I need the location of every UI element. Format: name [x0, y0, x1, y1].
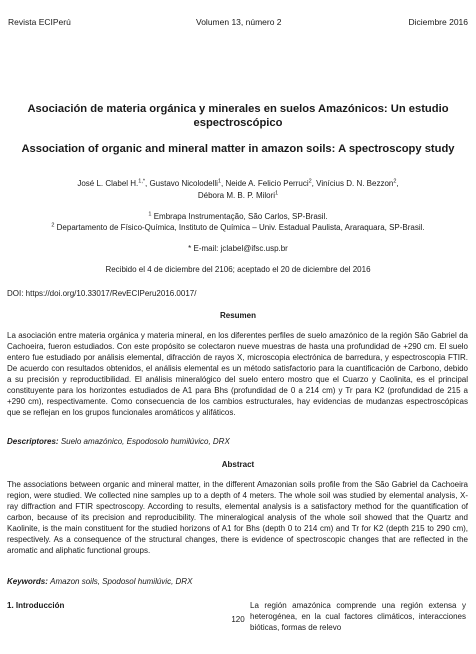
author-list: José L. Clabel H.$^{1,*}$, Gustavo Nicolodelli$^1$, Neide A. Felicio Perruci$^2$, Vinícius D. N. Bezzon$^2$, Débora M. B. P. Milori$^1$: [77, 178, 399, 200]
doi-link[interactable]: DOI: https://doi.org/10.33017/RevECIPeru2016.0017/: [7, 289, 197, 298]
keywords-label: Keywords:: [7, 577, 48, 586]
author-affil-marker: 1: [275, 190, 279, 197]
title-english: Association of organic and mineral matter in amazon soils: A spectroscopy study: [21, 143, 455, 155]
descriptores-label: Descriptores:: [7, 437, 59, 446]
abstract-heading: Abstract: [221, 460, 255, 469]
author: José L. Clabel H.: [77, 179, 139, 188]
descriptores-values: Suelo amazónico, Espodosolo humilúvico, DRX: [60, 437, 230, 446]
affiliation-text: Embrapa Instrumentação, São Carlos, SP-Brasil.: [153, 212, 328, 221]
keywords-line: [7, 577, 192, 586]
affiliation-marker: 2: [51, 222, 55, 229]
introduction-text: La región amazónica comprende una región extensa y heterogénea, en la cual factores climáticos, interacciones bióticas, formas de relevo: [250, 601, 466, 632]
author: Vinícius D. N. Bezzon: [316, 179, 394, 188]
keywords-values: Amazon soils, Spodosol humilúvic, DRX: [50, 577, 193, 586]
affiliation-marker: 1: [148, 211, 152, 218]
received-dates: Recibido el 4 de diciembre del 2106; aceptado el 20 de diciembre del 2016: [105, 265, 371, 274]
author: Neide A. Felicio Perruci: [225, 179, 309, 188]
author: Débora M. B. P. Milori: [197, 191, 276, 200]
introduction-heading: 1. Introducción: [7, 601, 65, 610]
affiliation-1: [10, 211, 466, 222]
resumen-heading: Resumen: [219, 311, 256, 320]
abstract-text: The associations between organic and mineral matter, in the different Amazonian soils profile from the São Gabriel da Cachoeira region, were studied. We collected nine samples up to a depth of 4 meters. The whole soil was studied by elemental analysis, X-ray diffraction and FTIR spectroscopy. According to results, elemental analysis is a satisfactory method for the quantification of carbon, because of its precision and reproducibility. The mineralogical analysis of the whole soil showed that the Quartz and Kaolinite, is the main constituent for the studied horizons of A1 for Bhs (depth 0 to 214 cm) and Tr for K2 (depth 215 to 290 cm), respectively. As a consequence of the structural changes, there is evidence of spectroscopic changes that are reflected in the aromatic and aliphatic functional groups.: [7, 480, 468, 555]
author: Gustavo Nicolodelli: [149, 179, 218, 188]
affiliation-2: [10, 222, 466, 233]
descriptores-line: [7, 437, 230, 446]
journal-name: Revista ECIPerú: [8, 17, 71, 27]
author-affil-marker: 1,*: [138, 178, 145, 185]
running-header: [8, 17, 468, 29]
issue-date: Diciembre 2016: [408, 17, 468, 27]
author-affil-marker: 1: [217, 178, 221, 185]
author-affil-marker: 2: [308, 178, 312, 185]
affiliation-text: Departamento de Físico-Química, Instituto de Química – Univ. Estadual Paulista, Araraquara, SP-Brasil.: [56, 223, 425, 232]
page-number: 120: [231, 615, 245, 624]
author-affil-marker: 2: [393, 178, 397, 185]
title-spanish: Asociación de materia orgánica y minerales en suelos Amazónicos: Un estudio espectroscópico: [27, 103, 449, 129]
volume-issue: Volumen 13, número 2: [196, 17, 282, 27]
contact-email: * E-mail: jclabel@ifsc.usp.br: [188, 244, 288, 253]
resumen-text: La asociación entre materia orgánica y materia mineral, en los diferentes perfiles de suelo amazónico de la región São Gabriel da Cachoeira, fueron estudiados. Con este propósito se colectaron nueve muestras de hasta una profundidad de +290 cm. El suelo entero fue estudiado por análisis elemental, difracción de rayos X, microscopia electrónica de barredura, y espectroscopia FTIR. De acuerdo con resultados obtenidos, el análisis elemental es un método satisfactorio para la cuantificación de Carbono, debido a su precisión y reproductibilidad. El análisis mineralógico del suelo entero mostro que el Cuarzo y Caolinita, es el principal constituyente para los horizontes estudiados de A1 para Bhs (profundidad de 0 a 214 cm) y Tr para K2 (profundidad de 215 a +290 cm), respectivamente. Como consecuencia de los cambios estructurales, hay evidencias de mudanzas espectroscópicas que se reflejan en los grupos funcionales aromáticos y alifáticos.: [7, 331, 468, 417]
